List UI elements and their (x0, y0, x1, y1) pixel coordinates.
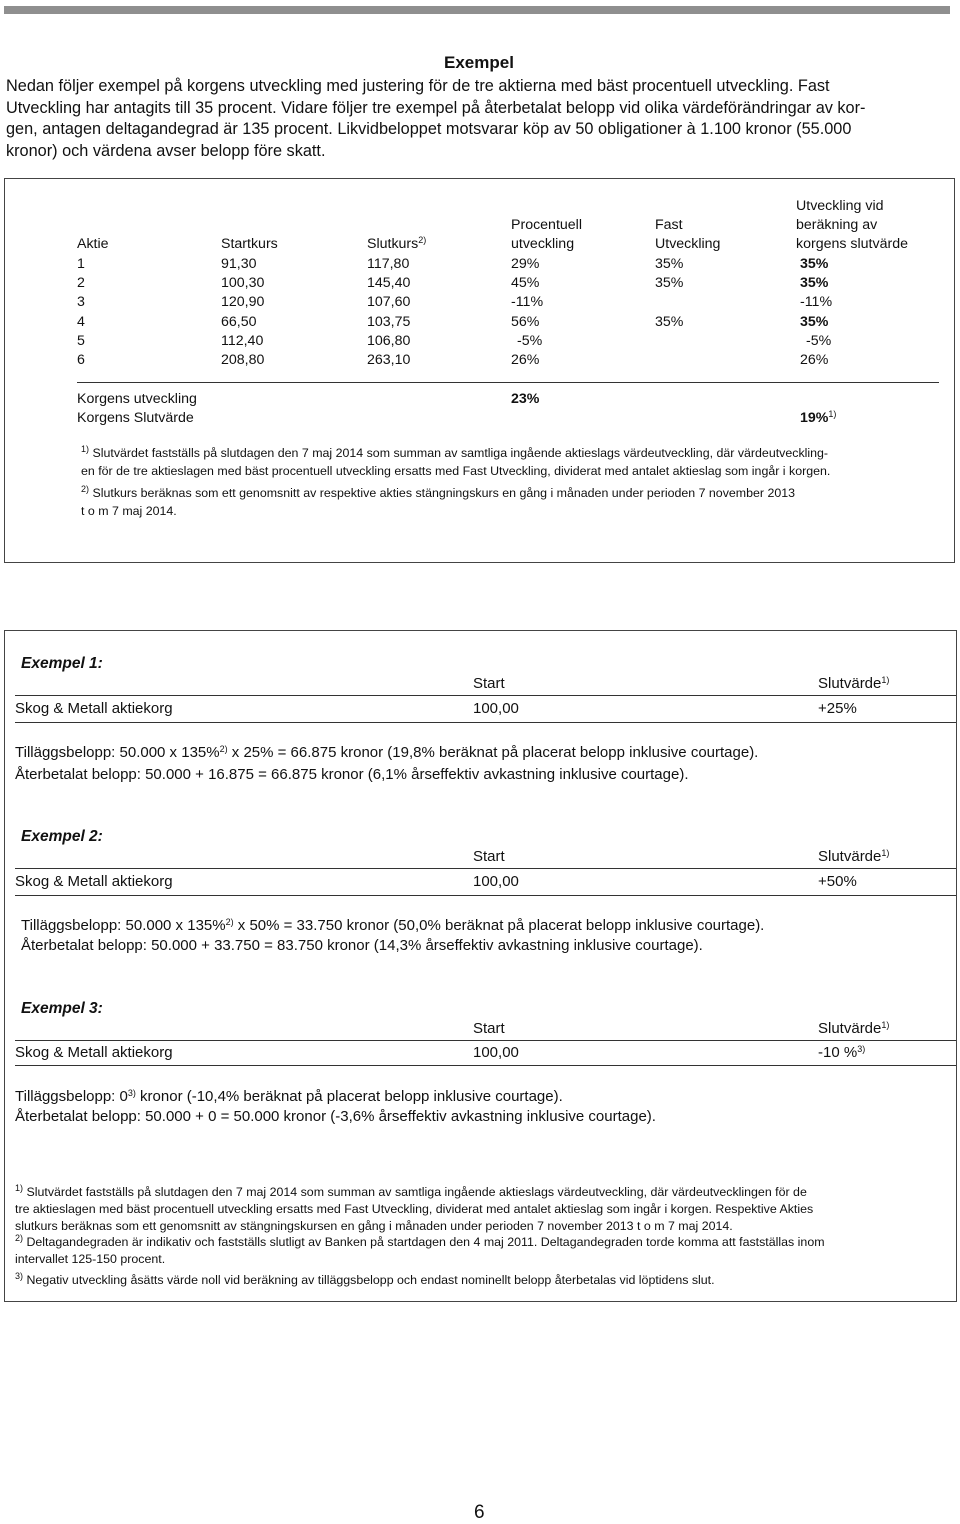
intro-line: Utveckling har antagits till 35 procent. Vidare följer tre exempel på återbetalat belopp vid olika värdeförändringar av kor- (6, 98, 866, 117)
header-slutkurs-sup: 2) (418, 235, 427, 245)
footnote-mark: 2) (15, 1233, 24, 1243)
cell-start: 100,30 (221, 275, 265, 291)
example-3-rule-top (15, 1040, 956, 1041)
cell-utv: 35% (800, 275, 829, 291)
example-1-line-2: Återbetalat belopp: 50.000 + 16.875 = 66.875 kronor (6,1% årseffektiv avkastning inklusive courtage). (15, 766, 689, 783)
footnote-text: Slutkurs beräknas som ett genomsnitt av respektive akties stängningskurs en gång i månaden under perioden 7 november 2013 (92, 486, 796, 500)
cell-aktie: 5 (77, 333, 85, 349)
line-sup: 3) (127, 1088, 136, 1098)
cell-proc: -5% (517, 333, 543, 349)
cell-utv: -5% (806, 333, 832, 349)
page-number: 6 (474, 1502, 485, 1523)
cell-aktie: 2 (77, 275, 85, 291)
cell-start: 66,50 (221, 314, 257, 330)
example-2-title: Exempel 2: (21, 828, 103, 845)
example-2-slut-label: Slutvärde$^{1)}$ (818, 848, 890, 865)
cell-proc: 45% (511, 275, 540, 291)
footnote-text: Slutvärdet fastställs på slutdagen den 7 maj 2014 som summan av samtliga ingående aktieslags värdeutveckling, där värdeutvecklingen för de (26, 1185, 807, 1199)
cell-proc: -11% (511, 294, 544, 310)
example-2-row-label: Skog & Metall aktiekorg (15, 873, 173, 890)
cell-aktie: 1 (77, 256, 85, 272)
example-3-slut-value: -10 %$^{3)}$ (818, 1044, 866, 1061)
slut-label-sup: 1) (881, 1020, 890, 1030)
example-2-rule-bottom (15, 895, 956, 896)
line-sup: 2) (219, 744, 228, 754)
korgens-utveckling-value: 23% (511, 391, 540, 407)
footnote-1 (15, 1184, 813, 1235)
top-rule (4, 6, 950, 14)
header-utv-3: korgens slutvärde (796, 236, 908, 252)
example-3-title: Exempel 3: (21, 1000, 103, 1017)
korgens-slutvarde-label: Korgens Slutvärde (77, 410, 194, 426)
footnote-text: Negativ utveckling åsätts värde noll vid beräkning av tilläggsbelopp och endast nominellt belopp återbetalas vid löptidens slut. (26, 1273, 715, 1287)
cell-aktie: 3 (77, 294, 85, 310)
cell-proc: 56% (511, 314, 540, 330)
header-fast-2: Utveckling (655, 236, 721, 252)
cell-start: 91,30 (221, 256, 257, 272)
line-sup: 2) (225, 917, 234, 927)
example-1-rule-bottom (15, 722, 956, 723)
intro-line: gen, antagen deltagandegrad är 135 procent. Likvidbeloppet motsvarar köp av 50 obligationer à 1.100 kronor (55.000 (6, 120, 852, 138)
korgens-utveckling-label: Korgens utveckling (77, 391, 197, 407)
example-1-title: Exempel 1: (21, 655, 103, 672)
footnote-text: Slutvärdet fastställs på slutdagen den 7 maj 2014 som summan av samtliga ingående aktieslags värdeutveckling, där värdeutveckling- (92, 446, 829, 460)
footnote-text: Deltagandegraden är indikativ och fastställs slutligt av Banken på startdagen den 4 maj 2011. Deltagandegraden torde komma att fastställas inom (26, 1235, 825, 1249)
example-2-line-1: Tilläggsbelopp: 50.000 x 135%$^{2)}$ x 50% = 33.750 kronor (50,0% beräknat på placerat belopp inklusive courtage). (21, 917, 765, 934)
cell-slut: 106,80 (367, 333, 411, 349)
header-startkurs: Startkurs (221, 236, 278, 252)
cell-proc: 29% (511, 256, 540, 272)
footnote-mark: 1) (81, 444, 90, 454)
footnote-text: slutkurs beräknas som ett genomsnitt av stängningskursen en gång i månaden under perioden 7 november 2013 t o m 7 maj 2014. (15, 1219, 733, 1233)
footnote-text: intervallet 125-150 procent. (15, 1252, 166, 1266)
cell-fast: 35% (655, 256, 684, 272)
example-2-rule-top (15, 868, 956, 869)
example-1-row-label: Skog & Metall aktiekorg (15, 700, 173, 717)
korgens-slutvarde-value: 19%$^{1)}$ (800, 409, 837, 426)
cell-start: 208,80 (221, 352, 265, 368)
footnote-mark: 3) (15, 1271, 24, 1281)
intro-paragraph (6, 76, 950, 162)
korgens-slutvarde-sup: 1) (828, 409, 837, 419)
cell-fast: 35% (655, 314, 684, 330)
footnote-text: tre aktieslagen med bäst procentuell utveckling ersatts med Fast Utveckling, dividerat med antalet aktieslag som ingår i korgen. Respektive Akties (15, 1202, 814, 1216)
example-3-slut-label: Slutvärde$^{1)}$ (818, 1020, 890, 1037)
cell-slut: 103,75 (367, 314, 411, 330)
cell-utv: 35% (800, 314, 829, 330)
header-slutkurs: Slutkurs$^{2)}$ (367, 235, 427, 252)
slut-label-sup: 1) (881, 848, 890, 858)
cell-utv: 35% (800, 256, 829, 272)
header-proc-1: Procentuell (511, 217, 582, 233)
example-2-start-value: 100,00 (473, 873, 519, 890)
example-3-row-label: Skog & Metall aktiekorg (15, 1044, 173, 1061)
cell-start: 120,90 (221, 294, 265, 310)
cell-slut: 145,40 (367, 275, 411, 291)
example-1-start-value: 100,00 (473, 700, 519, 717)
example-2-slut-value: +50% (818, 873, 857, 890)
cell-proc: 26% (511, 352, 540, 368)
slut-value-sup: 3) (857, 1044, 866, 1054)
header-proc-2: utveckling (511, 236, 575, 252)
example-1-rule-top (15, 695, 956, 696)
example-3-start-label: Start (473, 1020, 505, 1037)
cell-slut: 263,10 (367, 352, 411, 368)
cell-aktie: 4 (77, 314, 85, 330)
intro-line: Nedan följer exempel på korgens utveckling med justering för de tre aktierna med bäst procentuell utveckling. Fast (6, 77, 830, 95)
cell-utv: 26% (800, 352, 829, 368)
cell-slut: 107,60 (367, 294, 411, 310)
cell-fast: 35% (655, 275, 684, 291)
example-2-line-2: Återbetalat belopp: 50.000 + 33.750 = 83.750 kronor (14,3% årseffektiv avkastning inklusive courtage). (21, 937, 703, 954)
example-3-rule-bottom (15, 1065, 956, 1066)
example-1-slut-value: +25% (818, 700, 857, 717)
slut-label-sup: 1) (881, 675, 890, 685)
cell-utv: -11% (800, 294, 833, 310)
header-aktie: Aktie (77, 236, 109, 252)
cell-start: 112,40 (221, 333, 264, 349)
basket-table-box (4, 178, 955, 563)
footnote-text: t o m 7 maj 2014. (81, 504, 177, 518)
example-3-line-2: Återbetalat belopp: 50.000 + 0 = 50.000 kronor (-3,6% årseffektiv avkastning inklusive courtage). (15, 1108, 656, 1125)
cell-aktie: 6 (77, 352, 85, 368)
table-divider (77, 382, 939, 383)
header-fast-1: Fast (655, 217, 683, 233)
example-1-slut-label: Slutvärde$^{1)}$ (818, 675, 890, 692)
example-1-start-label: Start (473, 675, 505, 692)
example-2-start-label: Start (473, 848, 505, 865)
footnote-mark: 2) (81, 484, 90, 494)
example-3-start-value: 100,00 (473, 1044, 519, 1061)
footnote-text: en för de tre aktieslagen med bäst procentuell utveckling ersatts med Fast Utveckling, dividerat med antalet aktieslag som ingår i korgen. (81, 464, 831, 478)
cell-slut: 117,80 (367, 256, 410, 272)
footnote-2 (15, 1234, 825, 1268)
intro-line: kronor) och värdena avser belopp före skatt. (6, 141, 326, 160)
example-1-line-1: Tilläggsbelopp: 50.000 x 135%$^{2)}$ x 25% = 66.875 kronor (19,8% beräknat på placerat belopp inklusive courtage). (15, 744, 759, 761)
footnote-mark: 1) (15, 1183, 24, 1193)
table-footnote-2 (81, 484, 795, 520)
example-3-line-1: Tilläggsbelopp: 0$^{3)}$ kronor (-10,4% beräknat på placerat belopp inklusive courtage). (15, 1088, 563, 1105)
examples-box (4, 630, 957, 1302)
header-utv-2: beräkning av (796, 217, 878, 233)
table-footnote-1 (81, 444, 830, 480)
page-title: Exempel (444, 53, 514, 72)
footnote-3 (15, 1272, 715, 1289)
header-utv-1: Utveckling vid (796, 198, 884, 214)
